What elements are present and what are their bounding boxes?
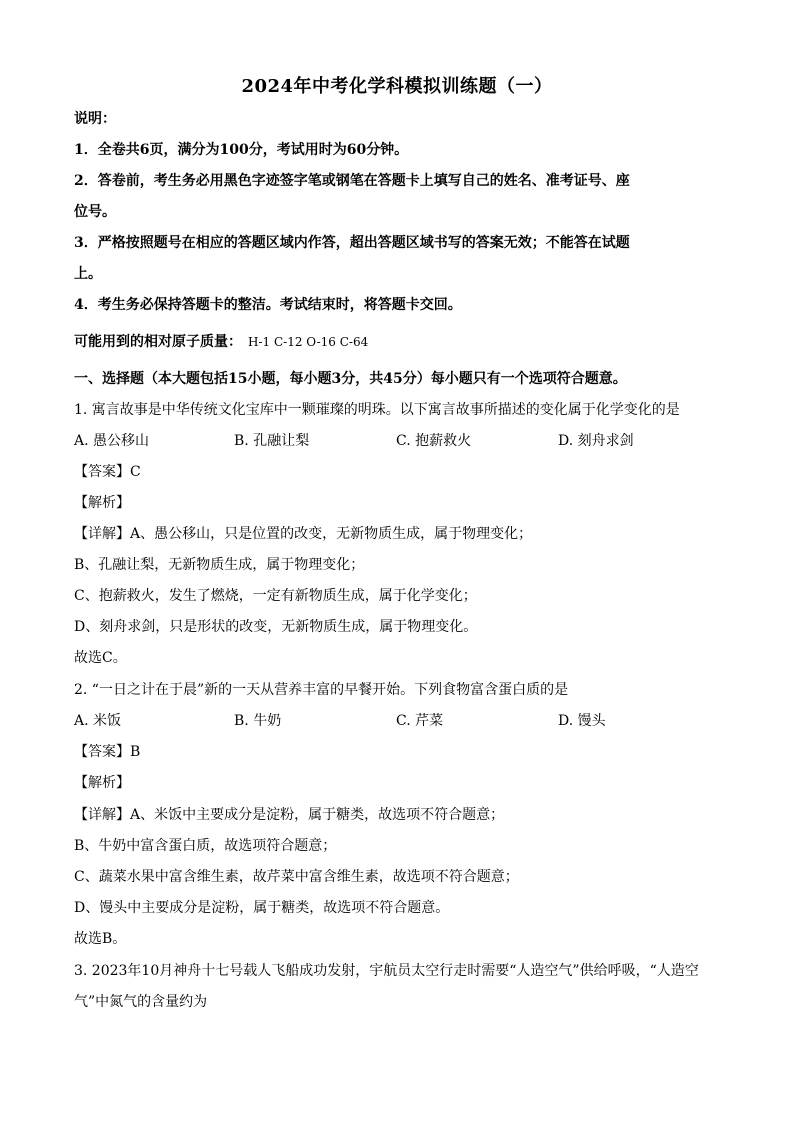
instruction-item: 1．全卷共6页，满分为100分，考试用时为60分钟。 (74, 142, 409, 158)
option-c: C. 抱薪救火 (396, 433, 472, 449)
detail-line: 【详解】A、米饭中主要成分是淀粉，属于糖类，故选项不符合题意； (74, 807, 505, 823)
page-title: 2024年中考化学科模拟训练题（一） (241, 76, 553, 97)
question-stem: 2. “一日之计在于晨”新的一天从营养丰富的早餐开始。下列食物富含蛋白质的是 (74, 682, 569, 698)
detail-line: C、蔬菜水果中富含维生素，故芹菜中富含维生素，故选项不符合题意； (74, 869, 519, 885)
instruction-item: 上。 (74, 266, 102, 282)
question-stem: 1. 寓言故事是中华传统文化宝库中一颗璀璨的明珠。以下寓言故事所描述的变化属于化学变化的是 (74, 402, 680, 418)
option-a: A. 愚公移山 (74, 433, 150, 449)
detail-line: 【详解】A、愚公移山，只是位置的改变，无新物质生成，属于物理变化； (74, 526, 533, 542)
question-stem-continued: 气”中氮气的含量约为 (74, 994, 208, 1010)
instruction-item: 位号。 (74, 204, 116, 220)
instruction-item: 2．答卷前，考生务必用黑色字迹签字笔或钢笔在答题卡上填写自己的姓名、准考证号、座 (74, 173, 630, 189)
question-stem: 3. 2023年10月神舟十七号载人飞船成功发射，宇航员太空行走时需要“人造空气”供给呼吸，“人造空 (74, 963, 699, 979)
atomic-mass-label: 可能用到的相对原子质量： (74, 334, 242, 350)
detail-line: B、孔融让梨，无新物质生成，属于物理变化； (74, 557, 365, 573)
atomic-mass-values: H-1 C-12 O-16 C-64 (248, 335, 369, 349)
answer-line: 【答案】C (74, 464, 141, 480)
option-b: B. 孔融让梨 (234, 433, 310, 449)
instruction-item: 3．严格按照题号在相应的答题区域内作答，超出答题区域书写的答案无效；不能答在试题 (74, 235, 630, 251)
atomic-mass-line (74, 333, 720, 351)
detail-line: B、牛奶中富含蛋白质，故选项符合题意； (74, 838, 337, 854)
section-heading: 一、选择题（本大题包括15小题，每小题3分，共45分）每小题只有一个选项符合题意。 (74, 371, 627, 387)
conclusion-line: 故选B。 (74, 931, 127, 947)
analysis-label: 【解析】 (74, 775, 130, 791)
answer-line: 【答案】B (74, 744, 141, 760)
analysis-label: 【解析】 (74, 495, 130, 511)
option-d: D. 刻舟求剑 (558, 433, 634, 449)
option-c: C. 芹菜 (396, 713, 444, 729)
instruction-item: 4．考生务必保持答题卡的整洁。考试结束时，将答题卡交回。 (74, 297, 462, 313)
instructions-label: 说明： (74, 111, 116, 127)
detail-line: C、抱薪救火，发生了燃烧，一定有新物质生成，属于化学变化； (74, 588, 477, 604)
detail-line: D、刻舟求剑，只是形状的改变，无新物质生成，属于物理变化。 (74, 619, 478, 635)
conclusion-line: 故选C。 (74, 650, 127, 666)
detail-line: D、馒头中主要成分是淀粉，属于糖类，故选项不符合题意。 (74, 900, 450, 916)
option-a: A. 米饭 (74, 713, 122, 729)
option-d: D. 馒头 (558, 713, 606, 729)
option-b: B. 牛奶 (234, 713, 282, 729)
